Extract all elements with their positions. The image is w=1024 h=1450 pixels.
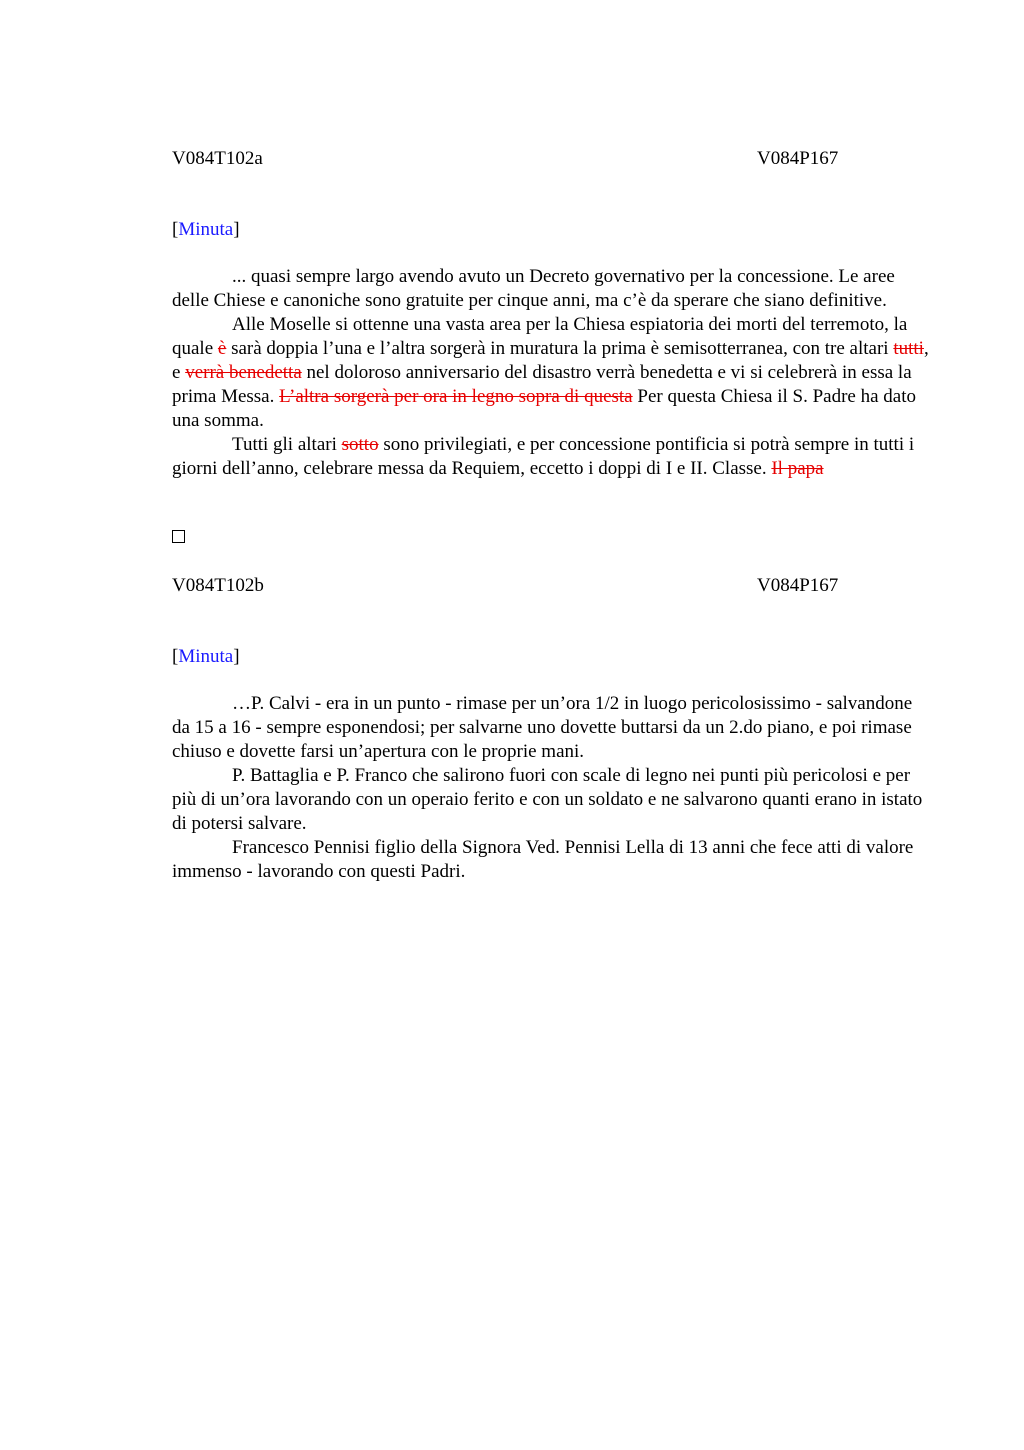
section-a-paragraph-3 <box>172 433 932 481</box>
tag-bracket-open: [ <box>172 219 179 240</box>
section-b-paragraph-2: P. Battaglia e P. Franco che salirono fuori con scale di legno nei punti più pericolosi e per più di un’ora lavorando con un operaio ferito e con un soldato e ne salvarono quanti erano in istato di potersi salvare. <box>172 765 923 834</box>
section-a-code-right: V084P167 <box>757 148 839 169</box>
text-run: Tutti gli altari <box>232 434 342 455</box>
section-b-code-left: V084T102b <box>172 575 264 596</box>
section-a-minuta-tag <box>172 218 240 242</box>
section-b-header <box>172 574 852 598</box>
text-run: Per questa Chiesa il S. Padre ha dato una somma. <box>172 386 916 431</box>
tag-bracket-close: ] <box>233 646 240 667</box>
tag-bracket-open: [ <box>172 646 179 667</box>
minuta-link: Minuta <box>178 219 234 240</box>
deleted-text: L’altra sorgerà per ora in legno sopra di questa <box>279 386 633 407</box>
checkbox-square-icon <box>172 530 185 543</box>
text-run: nel doloroso anniversario del disastro verrà benedetta e vi si celebrerà in essa la prima Messa. <box>172 362 912 407</box>
section-b-minuta-tag <box>172 645 240 669</box>
section-a-paragraph-1: ... quasi sempre largo avendo avuto un Decreto governativo per la concessione. Le aree delle Chiese e canoniche sono gratuite per cinque anni, ma c’è da sperare che siano definitive. <box>172 266 895 311</box>
deleted-text: Il papa <box>771 458 824 479</box>
text-run: sarà doppia l’una e l’altra sorgerà in muratura la prima è semisotterranea, con tre altari <box>226 338 894 359</box>
deleted-text: sotto <box>341 434 379 455</box>
section-b-paragraph-1: …P. Calvi - era in un punto - rimase per un’ora 1/2 in luogo pericolosissimo - salvandone da 15 a 16 - sempre esponendosi; per salvarne uno dovette buttarsi da un 2.do piano, e poi rimase chiuso e dovette farsi un’apertura con le proprie mani. <box>172 693 913 762</box>
section-b-body <box>172 692 932 884</box>
deleted-text: è <box>217 338 227 359</box>
section-b-code-right: V084P167 <box>757 575 839 596</box>
deleted-text: tutti <box>893 338 924 359</box>
tag-bracket-close: ] <box>233 219 240 240</box>
section-a-body <box>172 265 932 481</box>
section-a-code-left: V084T102a <box>172 148 263 169</box>
section-a-header <box>172 147 852 171</box>
deleted-text: verrà benedetta <box>185 362 302 383</box>
text-run: Alle Moselle si ottenne una vasta area per la Chiesa espiatoria dei morti del terremoto, la quale <box>172 314 908 359</box>
text-run: , e <box>172 338 929 383</box>
section-a-paragraph-2 <box>172 313 932 433</box>
text-run: sono privilegiati, e per concessione pontificia si potrà sempre in tutti i giorni dell’anno, celebrare messa da Requiem, eccetto i doppi di I e II. Classe. <box>172 434 915 479</box>
section-b-paragraph-3: Francesco Pennisi figlio della Signora Ved. Pennisi Lella di 13 anni che fece atti di valore immenso - lavorando con questi Padri. <box>172 837 914 882</box>
minuta-link: Minuta <box>178 646 234 667</box>
